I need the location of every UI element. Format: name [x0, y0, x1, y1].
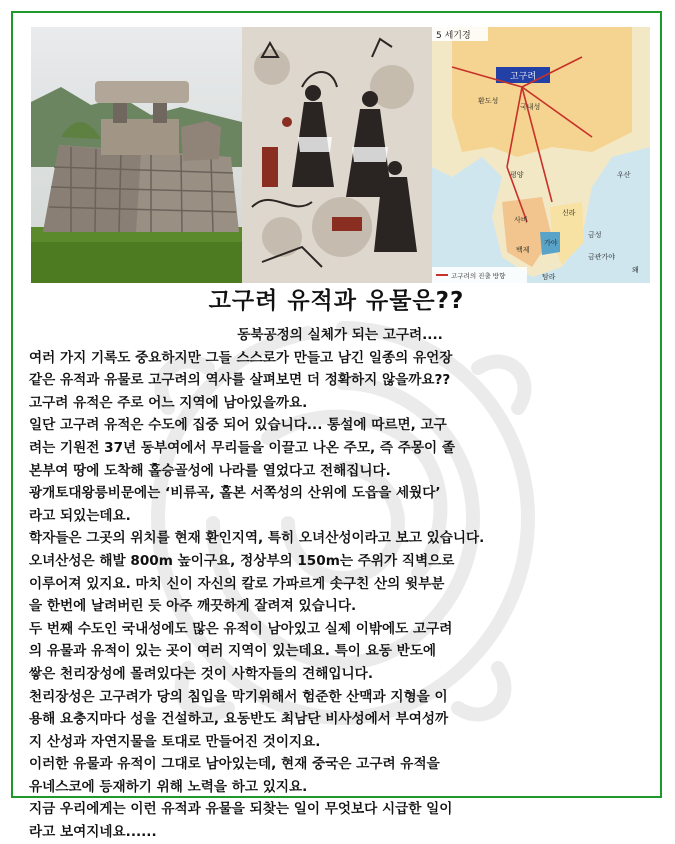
- map-corner-label: 왜: [632, 266, 639, 274]
- text-line: 학자들은 그곳의 위치를 현재 환인지역, 특히 오녀산성이라고 보고 있습니다.: [29, 530, 485, 547]
- text-line: 이러한 유물과 유적이 그대로 남아있는데, 현재 중국은 고구려 유적을: [29, 756, 440, 773]
- text-line: 천리장성은 고구려가 당의 침입을 막기위해서 험준한 산맥과 지형을 이: [29, 688, 448, 705]
- map-place-label: 금성: [588, 231, 602, 239]
- map-place-label: 국내성: [520, 103, 541, 111]
- page-title: 고구려 유적과 유물은??: [208, 288, 465, 314]
- text-line: 여러 가지 기록도 중요하지만 그들 스스로가 만들고 남긴 일종의 유언장: [29, 349, 453, 366]
- text-line: 라고 되있는데요.: [29, 507, 131, 524]
- text-line: 오녀산성은 해발 800m 높이구요, 정상부의 150m는 주위가 직벽으로: [29, 552, 455, 569]
- text-line: 려는 기원전 37년 동부여에서 무리들을 이끌고 나온 주모, 즉 주몽이 졸: [29, 439, 455, 456]
- text-line: 동북공정의 실체가 되는 고구려....: [237, 327, 443, 343]
- stone-tomb-photo-icon: [31, 27, 242, 283]
- map-place-label: 탐라: [542, 273, 556, 281]
- text-line: 두 번째 수도인 국내성에도 많은 유적이 남아있고 실제 이밖에도 고구려: [29, 620, 453, 637]
- text-line: 고구려 유적은 주로 어느 지역에 남아있을까요.: [29, 394, 308, 411]
- map-photo: [432, 27, 650, 283]
- text-line: 을 한번에 날려버린 듯 아주 깨끗하게 잘려져 있습니다.: [29, 598, 357, 615]
- map-place-label: 환도성: [478, 97, 499, 105]
- text-line: 용해 요충지마다 성을 건설하고, 요동반도 최남단 비사성에서 부여성까: [29, 711, 449, 728]
- map-place-label: 백제: [516, 246, 530, 254]
- text-line: 지금 우리에게는 이런 유적과 유물을 되찾는 일이 무엇보다 시급한 일이: [29, 801, 453, 818]
- goguryeo-territory-map-icon: [432, 27, 650, 283]
- map-place-label: 금관가야: [588, 253, 616, 261]
- map-place-label: 신라: [562, 209, 576, 217]
- text-line: 일단 고구려 유적은 수도에 집중 되어 있습니다... 통설에 따르면, 고구: [29, 417, 447, 434]
- text-line: 이루어져 있지요. 마치 신이 자신의 칼로 가파르게 솟구친 산의 윗부분: [29, 575, 445, 592]
- article-body: [29, 324, 651, 844]
- map-place-label: 사비: [514, 216, 528, 224]
- text-line: 지 산성과 자연지물을 토대로 만들어진 것이지요.: [29, 733, 321, 750]
- document-frame: [11, 11, 662, 841]
- map-place-label: 평양: [510, 171, 524, 179]
- text-line: 유네스코에 등재하기 위해 노력을 하고 있지요.: [29, 778, 308, 795]
- map-country-label: 고구려: [509, 72, 537, 82]
- text-line: 본부여 땅에 도착해 홀승골성에 나라를 열었다고 전해집니다.: [29, 462, 391, 479]
- tomb-mural-painting-icon: [242, 27, 432, 283]
- map-place-label: 가야: [544, 239, 558, 247]
- mural-photo: [242, 27, 432, 283]
- map-place-label: 우산: [617, 171, 631, 179]
- text-line: 라고 보여지네요......: [29, 824, 157, 841]
- tomb-photo: [31, 27, 242, 283]
- map-century-label: 5 세기경: [436, 31, 471, 41]
- text-line: 같은 유적과 유물로 고구려의 역사를 살펴보면 더 정확하지 않을까요??: [29, 372, 451, 389]
- text-line: 쌓은 천리장성에 몰려있다는 것이 사학자들의 견해입니다.: [29, 665, 373, 682]
- text-line: 의 유물과 유적이 있는 곳이 여러 지역이 있는데요. 특이 요동 반도에: [29, 643, 437, 660]
- map-legend: 고구려의 진출 방향: [451, 272, 506, 280]
- text-line: 광개토대왕릉비문에는 ‘비류곡, 홀본 서쪽성의 산위에 도읍을 세웠다’: [29, 485, 441, 502]
